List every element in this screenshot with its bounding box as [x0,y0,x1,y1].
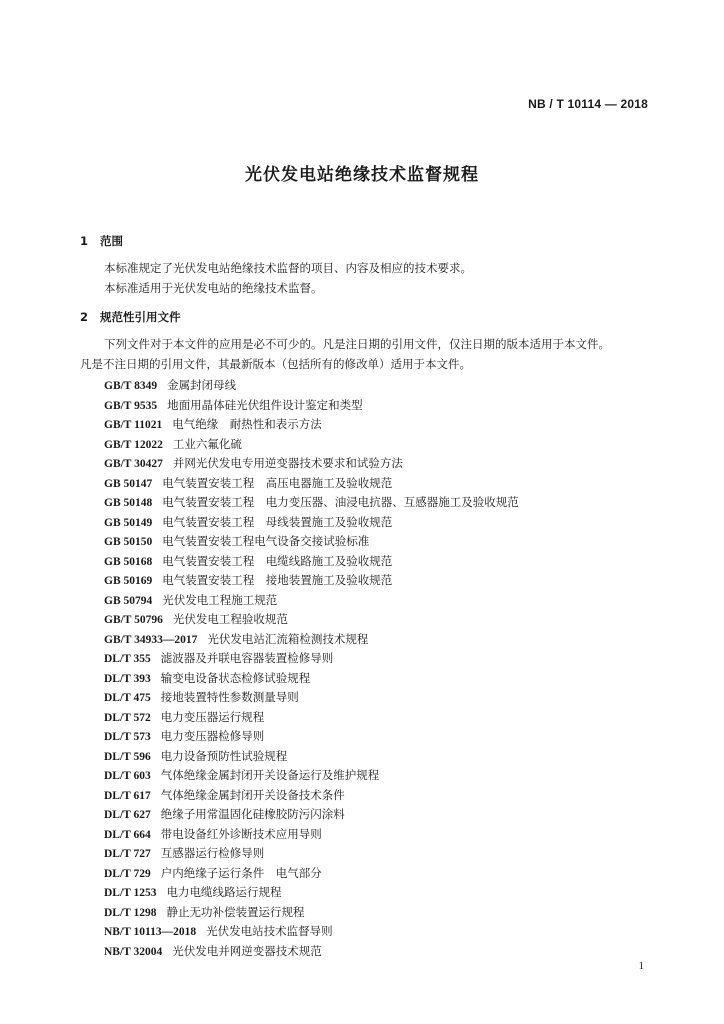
reference-item [104,610,519,630]
reference-title: 光伏发电站技术监督导则 [206,924,333,938]
reference-code: DL/T 572 [104,711,151,724]
reference-code: DL/T 729 [104,867,151,880]
reference-title: 静止无功补偿装置运行规程 [166,904,305,919]
reference-code: DL/T 573 [104,731,151,743]
reference-item [104,454,519,474]
reference-item [104,532,519,552]
reference-code: DL/T 596 [104,750,151,763]
reference-item [104,552,519,572]
reference-item [104,396,519,416]
reference-title: 输变电设备状态检修试验规程 [160,670,311,685]
section-1-paragraph-2: 本标准适用于光伏发电站的绝缘技术监督。 [104,281,323,295]
reference-item [104,864,519,884]
reference-code: DL/T 1298 [104,906,157,919]
reference-item [104,708,519,728]
reference-code: DL/T 355 [104,653,151,665]
reference-code: DL/T 617 [104,789,151,802]
reference-item [104,513,519,533]
reference-code: GB 50168 [104,555,153,568]
reference-title: 工业六氟化硫 [172,436,242,451]
reference-item [104,844,519,864]
reference-code: DL/T 603 [104,770,151,782]
reference-item [104,630,519,650]
reference-title: 地面用晶体硅光伏组件设计鉴定和类型 [167,397,363,412]
page-title: 光伏发电站绝缘技术监督规程 [245,165,479,185]
reference-title: 光伏发电工程施工规范 [162,592,278,607]
section-1-number: 1 [80,234,89,248]
reference-code: GB/T 8349 [104,380,158,392]
reference-title: 电气装置安装工程 接地装置施工及验收规范 [162,573,393,587]
reference-title: 电力变压器运行规程 [160,709,265,724]
reference-title: 电力电缆线路运行规程 [166,885,282,899]
reference-code: GB/T 34933—2017 [104,633,198,646]
reference-code: GB 50147 [104,477,153,490]
page-number: 1 [638,960,644,972]
reference-list [104,376,519,961]
reference-title: 电力变压器检修导则 [160,729,265,743]
reference-title: 电气绝缘 耐热性和表示方法 [172,417,322,431]
reference-code: DL/T 664 [104,828,151,841]
reference-item [104,591,519,611]
reference-title: 光伏发电站汇流箱检测技术规程 [207,631,369,646]
section-2-title: 规范性引用文件 [100,310,181,324]
section-1-heading [80,233,123,249]
reference-title: 电气装置安装工程 高压电器施工及验收规范 [162,475,393,490]
reference-code: GB/T 9535 [104,399,158,412]
reference-title: 电气装置安装工程 电缆线路施工及验收规范 [162,553,393,568]
reference-code: DL/T 475 [104,692,151,704]
reference-item [104,903,519,923]
reference-title: 并网光伏发电专用逆变器技术要求和试验方法 [172,456,403,470]
reference-title: 金属封闭母线 [167,378,237,392]
reference-item [104,669,519,689]
reference-title: 户内绝缘子运行条件 电气部分 [160,865,322,880]
reference-code: GB 50149 [104,516,153,529]
reference-code: GB/T 30427 [104,458,163,470]
section-2-heading [80,309,181,325]
standard-code: NB / T 10114 — 2018 [528,97,648,111]
reference-code: GB 50169 [104,575,153,587]
reference-code: GB/T 12022 [104,438,163,451]
section-1-paragraph-1: 本标准规定了光伏发电站绝缘技术监督的项目、内容及相应的技术要求。 [104,261,472,275]
reference-item [104,766,519,786]
section-2-intro-line-1: 下列文件对于本文件的应用是必不可少的。凡是注日期的引用文件，仅注日期的版本适用于本文件。 [104,337,610,351]
reference-code: NB/T 32004 [104,945,163,958]
reference-item [104,825,519,845]
reference-item [104,883,519,903]
reference-item [104,435,519,455]
reference-code: GB 50150 [104,536,153,548]
reference-item [104,376,519,396]
reference-title: 接地装置特性参数测量导则 [160,690,299,704]
reference-code: DL/T 393 [104,672,151,685]
reference-title: 绝缘子用常温固化硅橡胶防污闪涂料 [160,807,345,821]
reference-title: 电气装置安装工程 母线装置施工及验收规范 [162,514,393,529]
reference-title: 光伏发电并网逆变器技术规范 [172,943,322,958]
reference-item [104,727,519,747]
reference-title: 电气装置安装工程电气设备交接试验标准 [162,534,370,548]
section-1-title: 范围 [100,234,123,248]
reference-code: GB/T 11021 [104,419,163,431]
reference-title: 带电设备红外诊断技术应用导则 [160,826,322,841]
reference-title: 滤波器及并联电容器装置检修导则 [160,651,334,665]
reference-title: 电气装置安装工程 电力变压器、油浸电抗器、互感器施工及验收规范 [162,495,519,509]
reference-item [104,786,519,806]
reference-code: DL/T 1253 [104,887,157,899]
section-2-number: 2 [80,310,89,324]
reference-item [104,415,519,435]
reference-item [104,474,519,494]
reference-title: 气体绝缘金属封闭开关设备技术条件 [160,787,345,802]
reference-code: DL/T 627 [104,809,151,821]
reference-title: 光伏发电工程验收规范 [172,612,288,626]
reference-title: 电力设备预防性试验规程 [160,748,288,763]
reference-item [104,688,519,708]
reference-item [104,942,519,962]
reference-item [104,571,519,591]
reference-title: 气体绝缘金属封闭开关设备运行及维护规程 [160,768,380,782]
section-2-intro-line-2: 凡是不注日期的引用文件，其最新版本（包括所有的修改单）适用于本文件。 [80,357,471,371]
reference-item [104,805,519,825]
reference-item [104,747,519,767]
reference-code: GB 50148 [104,497,153,509]
reference-code: GB 50794 [104,594,153,607]
reference-item [104,493,519,513]
reference-code: NB/T 10113—2018 [104,926,197,938]
reference-item [104,649,519,669]
reference-code: GB/T 50796 [104,614,163,626]
reference-code: DL/T 727 [104,848,151,860]
reference-title: 互感器运行检修导则 [160,846,265,860]
reference-item [104,922,519,942]
